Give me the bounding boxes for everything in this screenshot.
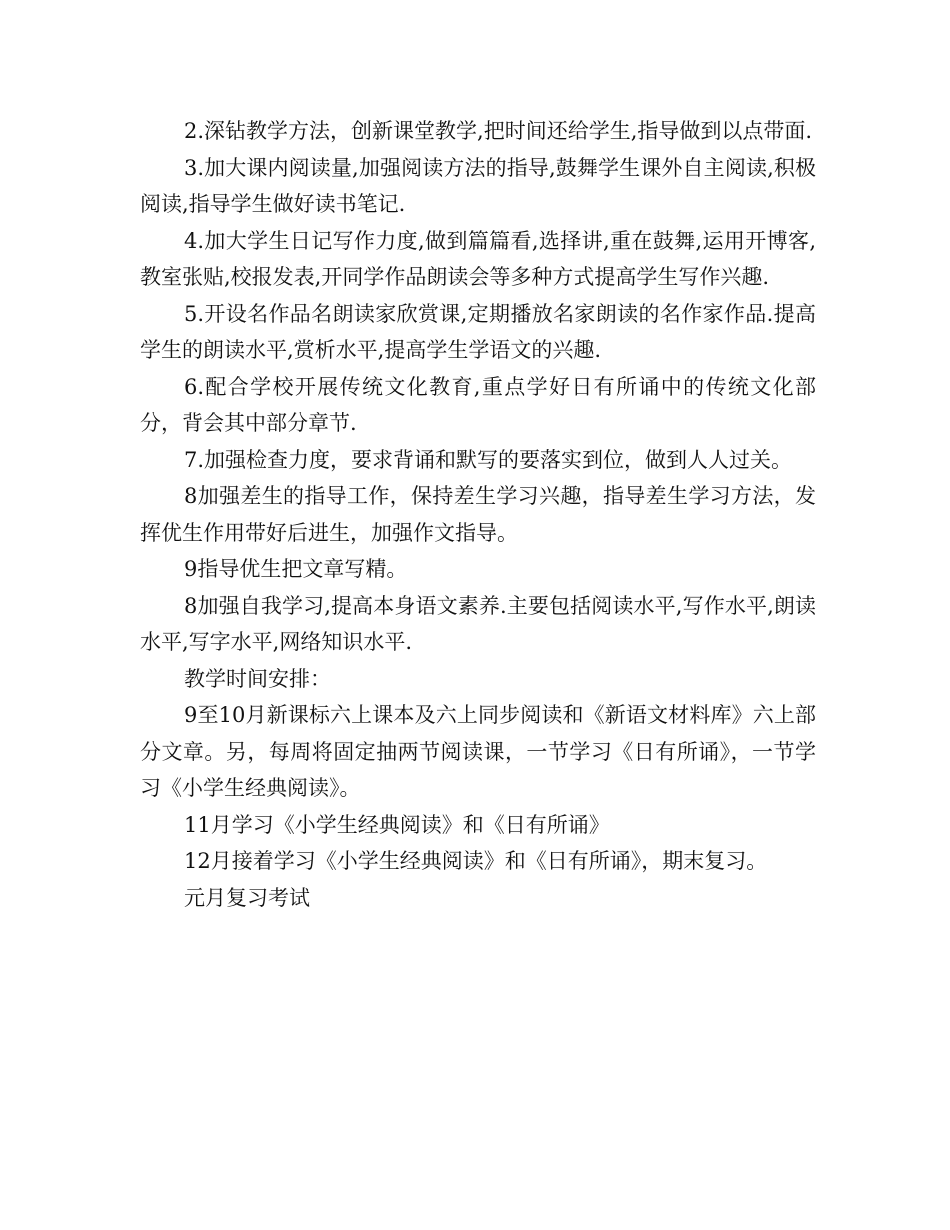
paragraph-item-7: 7.加强检查力度，要求背诵和默写的要落实到位，做到人人过关。: [184, 447, 793, 472]
paragraph-item-2: 2.深钻教学方法，创新课堂教学,把时间还给学生,指导做到以点带面.: [184, 119, 813, 143]
paragraph-item-8b: 8加强自我学习,提高本身语文素养.主要包括阅读水平,写作水平,朗读水平,写字水平,网络知识水平.: [140, 593, 816, 654]
paragraph-item-3: 3.加大课内阅读量,加强阅读方法的指导,鼓舞学生课外自主阅读,积极阅读,指导学生做好读书笔记.: [140, 155, 816, 216]
document-body: [140, 113, 816, 916]
schedule-jan: 元月复习考试: [184, 885, 310, 910]
schedule-dec: 12月接着学习《小学生经典阅读》和《日有所诵》，期末复习。: [184, 849, 768, 873]
paragraph-item-6: 6.配合学校开展传统文化教育,重点学好日有所诵中的传统文化部分，背会其中部分章节.: [140, 374, 816, 435]
schedule-sep-oct: 9至10月新课标六上课本及六上同步阅读和《新语文材料库》六上部分文章。另，每周将固定抽两节阅读课，一节学习《日有所诵》，一节学习《小学生经典阅读》。: [140, 703, 816, 800]
schedule-nov: 11月学习《小学生经典阅读》和《日有所诵》: [184, 812, 610, 837]
paragraph-item-5: 5.开设名作品名朗读家欣赏课,定期播放名家朗读的名作家作品.提高学生的朗读水平,赏析水平,提高学生学语文的兴趣.: [140, 301, 816, 362]
paragraph-item-4: 4.加大学生日记写作力度,做到篇篇看,选择讲,重在鼓舞,运用开博客,教室张贴,校报发表,开同学作品朗读会等多种方式提高学生写作兴趣.: [140, 228, 816, 289]
paragraph-item-9: 9指导优生把文章写精。: [184, 557, 408, 581]
schedule-heading: 教学时间安排：: [184, 666, 331, 691]
paragraph-item-8: 8加强差生的指导工作，保持差生学习兴趣，指导差生学习方法，发挥优生作用带好后进生，加强作文指导。: [140, 484, 816, 545]
